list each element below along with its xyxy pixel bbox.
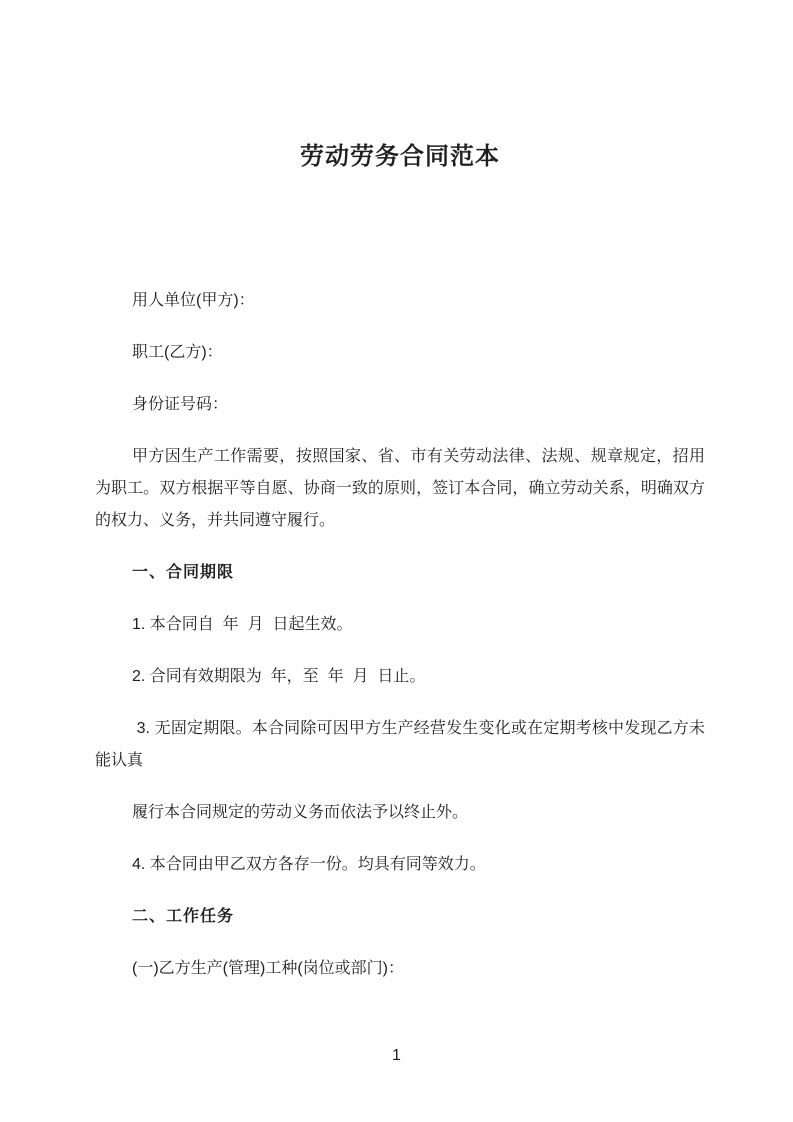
- section-1-clause-2: 2. 合同有效期限为 年，至 年 月 日止。: [132, 668, 426, 685]
- section-1-clause-3: 3. 无固定期限。本合同除可因甲方生产经营发生变化或在定期考核中发现乙方未能认真: [95, 720, 705, 769]
- field-employee-party-b: 职工(乙方)：: [132, 344, 223, 361]
- section-2-item-1: (一)乙方生产(管理)工种(岗位或部门)：: [132, 960, 404, 977]
- section-2-heading: 二、工作任务: [132, 908, 235, 925]
- field-id-number: 身份证号码：: [132, 396, 229, 413]
- page-number: 1: [392, 1047, 401, 1064]
- section-1-heading: 一、合同期限: [132, 564, 235, 581]
- field-employer-party-a: 用人单位(甲方)：: [132, 292, 255, 309]
- section-1-clause-3-continuation: 履行本合同规定的劳动义务而依法予以终止外。: [132, 804, 469, 821]
- section-1-clause-4: 4. 本合同由甲乙双方各存一份。均具有同等效力。: [132, 856, 486, 873]
- intro-paragraph: 甲方因生产工作需要，按照国家、省、市有关劳动法律、法规、规章规定，招用 为职工。双方根据平等自愿、协商一致的原则，签订本合同，确立劳动关系，明确双方的权力、义务，并共同遵守履行。: [95, 448, 710, 529]
- document-title: 劳动劳务合同范本: [300, 143, 500, 170]
- section-1-clause-1: 1. 本合同自 年 月 日起生效。: [132, 616, 353, 633]
